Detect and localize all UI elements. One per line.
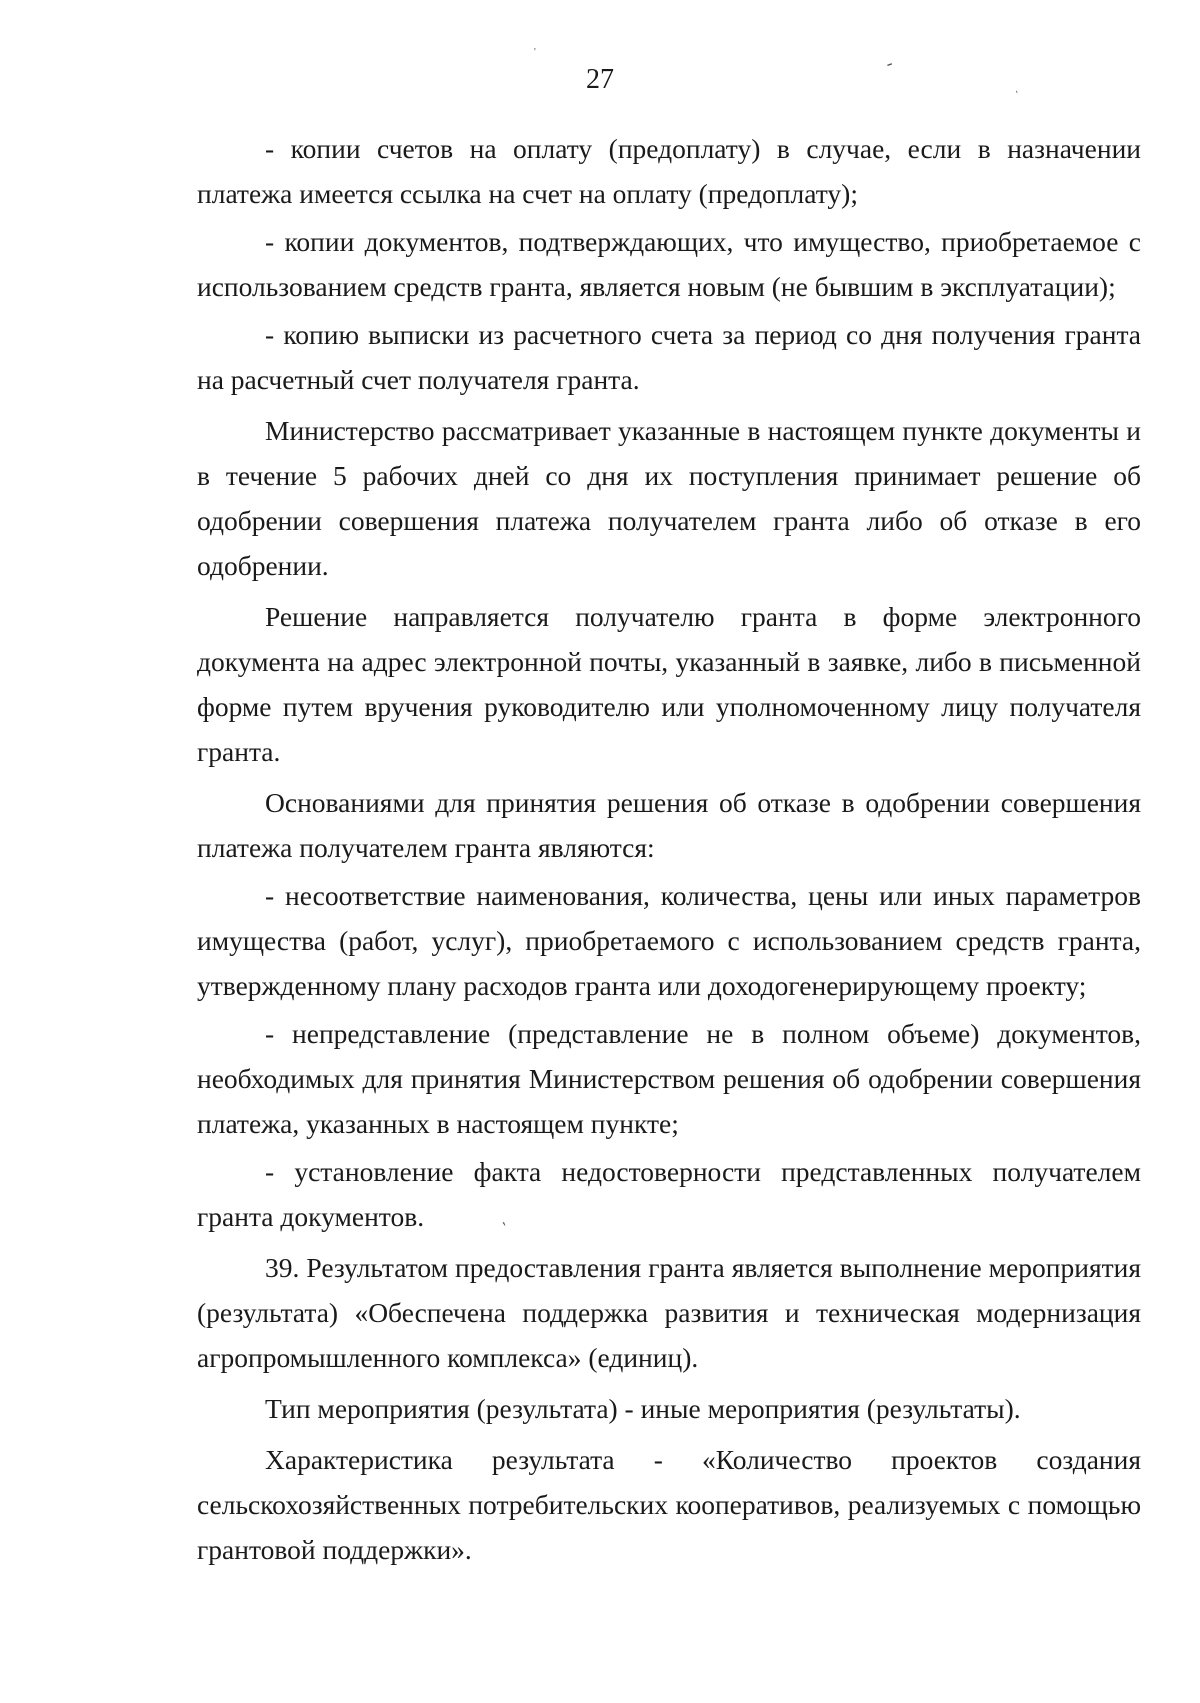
paragraph-result-type: Тип мероприятия (результата) - иные мероприятия (результаты). [265, 1393, 1021, 1424]
paragraph-decision-delivery: Решение направляется получателю гранта в форме электронного документа на адрес электронной почты, указанный в заявке, либо в письменной форме путем вручения руководителю или уполномоченному лицу получателя гранта. [197, 601, 1141, 767]
paragraph-account-statement: - копию выписки из расчетного счета за период со дня получения гранта на расчетный счет получателя гранта. [197, 319, 1141, 395]
scan-speck: ` [1009, 87, 1021, 103]
paragraph-property-documents: - копии документов, подтверждающих, что имущество, приобретаемое с использованием средств гранта, является новым (не бывшим в эксплуатации); [197, 226, 1141, 302]
paragraph-section-39: 39. Результатом предоставления гранта является выполнение мероприятия (результата) «Обеспечена поддержка развития и техническая модернизация агропромышленного комплекса» (единиц). [197, 1252, 1141, 1373]
scan-speck: ' [500, 1219, 512, 1236]
page-number: 27 [586, 64, 614, 95]
paragraph-mismatch: - несоответствие наименования, количества, цены или иных параметров имущества (работ, услуг), приобретаемого с использованием средств гранта, утвержденному плану расходов гранта или доходогенерирующему проекту; [197, 880, 1141, 1001]
scan-speck: - [882, 52, 896, 74]
document-body [197, 126, 1141, 1575]
paragraph-non-submission: - непредставление (представление не в полном объеме) документов, необходимых для принятия Министерством решения об одобрении совершения платежа, указанных в настоящем пункте; [197, 1018, 1141, 1139]
scan-speck: ' [534, 47, 536, 58]
paragraph-invoice-copies: - копии счетов на оплату (предоплату) в случае, если в назначении платежа имеется ссылка на счет на оплату (предоплату); [197, 133, 1141, 209]
paragraph-refusal-grounds: Основаниями для принятия решения об отказе в одобрении совершения платежа получателем гранта являются: [197, 787, 1141, 863]
paragraph-ministry-review: Министерство рассматривает указанные в настоящем пункте документы и в течение 5 рабочих дней со дня их поступления принимает решение об одобрении совершения платежа получателем гранта либо об отказе в его одобрении. [197, 415, 1141, 581]
paragraph-unreliable-data: - установление факта недостоверности представленных получателем гранта документов. [197, 1156, 1141, 1232]
paragraph-result-characteristic: Характеристика результата - «Количество проектов создания сельскохозяйственных потребительских кооперативов, реализуемых с помощью грантовой поддержки». [197, 1444, 1141, 1565]
